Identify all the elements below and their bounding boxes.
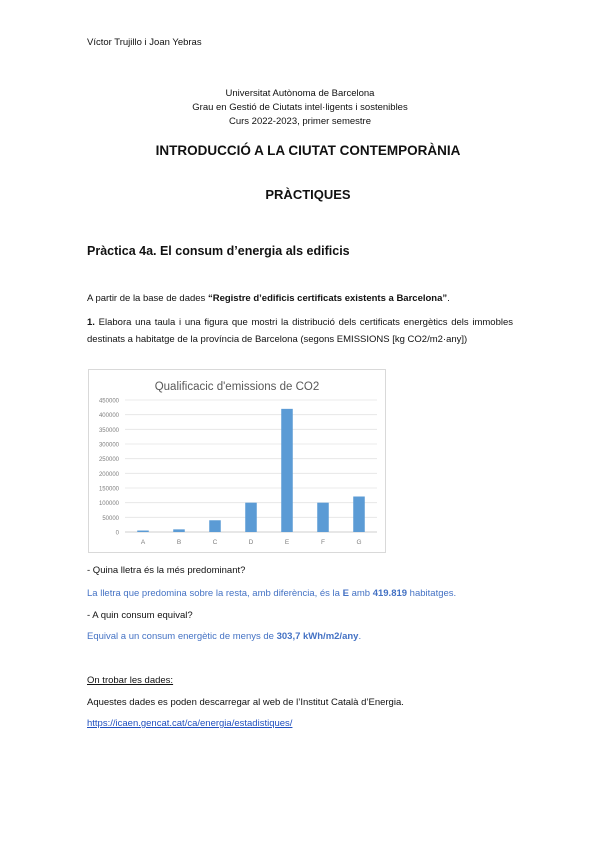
question-1-number: 1. bbox=[87, 317, 95, 328]
question-2: - Quina lletra és la més predominant? bbox=[87, 565, 246, 576]
y-tick-label: 100000 bbox=[98, 501, 119, 508]
answer-3-pre: Equival a un consum energètic de menys de bbox=[87, 631, 277, 642]
bar-g bbox=[353, 497, 365, 532]
y-tick-label: 0 bbox=[115, 530, 119, 537]
x-tick-label: F bbox=[321, 539, 325, 546]
question-1-text: Elabora una taula i una figura que mostri la distribució dels certificats energètics dels immobles destinats a habitatge de la província de Barcelona (segons EMISSIONS [kg CO2/m2·any]) bbox=[87, 317, 513, 345]
y-tick-label: 450000 bbox=[98, 398, 119, 405]
bar-e bbox=[281, 409, 293, 532]
y-tick-label: 200000 bbox=[98, 471, 119, 478]
answer-2-post: habitatges. bbox=[407, 588, 457, 599]
y-tick-label: 250000 bbox=[98, 457, 119, 464]
practice-title: PRÀCTIQUES bbox=[265, 187, 351, 202]
y-tick-label: 150000 bbox=[98, 486, 119, 493]
bar-a bbox=[137, 531, 149, 532]
answer-2-value: 419.819 bbox=[372, 588, 408, 599]
chart-title: Qualificacic d'emissions de CO2 bbox=[154, 381, 320, 393]
x-tick-label: D bbox=[248, 539, 254, 546]
data-section-text: Aquestes dades es poden descarregar al web de l’Institut Català d’Energia. bbox=[87, 697, 404, 708]
university: Universitat Autònoma de Barcelona bbox=[225, 88, 375, 99]
practice-subtitle: Pràctica 4a. El consum d’energia als edificis bbox=[87, 244, 350, 258]
answer-2-mid: amb bbox=[348, 588, 373, 599]
x-tick-label: A bbox=[140, 539, 146, 546]
answer-3-post: . bbox=[358, 631, 362, 642]
bar-c bbox=[209, 520, 221, 532]
data-section-heading: On trobar les dades: bbox=[87, 675, 174, 686]
answer-3 bbox=[87, 631, 361, 642]
intro-paragraph bbox=[87, 293, 450, 304]
intro-suffix: . bbox=[447, 293, 450, 304]
emissions-chart bbox=[88, 369, 386, 553]
authors: Víctor Trujillo i Joan Yebras bbox=[87, 37, 202, 48]
x-tick-label: B bbox=[176, 539, 182, 546]
x-tick-label: G bbox=[356, 539, 362, 546]
bar-d bbox=[245, 503, 257, 532]
degree: Grau en Gestió de Ciutats intel·ligents i sostenibles bbox=[192, 102, 408, 113]
answer-3-value: 303,7 kWh/m2/any bbox=[276, 631, 359, 642]
emissions-chart-svg bbox=[89, 370, 385, 552]
intro-prefix: A partir de la base de dades bbox=[87, 293, 208, 304]
y-tick-label: 400000 bbox=[98, 413, 119, 420]
bar-f bbox=[317, 503, 329, 532]
y-tick-label: 350000 bbox=[98, 427, 119, 434]
course-title: INTRODUCCIÓ A LA CIUTAT CONTEMPORÀNIA bbox=[155, 143, 461, 158]
x-tick-label: E bbox=[284, 539, 290, 546]
bar-b bbox=[173, 529, 185, 532]
y-tick-label: 50000 bbox=[102, 515, 119, 522]
question-3: - A quin consum equival? bbox=[87, 610, 193, 621]
icaen-statistics-link[interactable]: https://icaen.gencat.cat/ca/energia/estadistiques/ bbox=[87, 718, 293, 729]
answer-2-pre: La lletra que predomina sobre la resta, amb diferència, és la bbox=[87, 588, 343, 599]
answer-2 bbox=[87, 588, 456, 599]
answer-2-letter: E bbox=[342, 588, 349, 599]
course-year: Curs 2022-2023, primer semestre bbox=[228, 116, 372, 127]
x-tick-label: C bbox=[212, 539, 218, 546]
question-1 bbox=[87, 314, 513, 348]
database-name: “Registre d’edificis certificats existents a Barcelona” bbox=[207, 293, 448, 304]
y-tick-label: 300000 bbox=[98, 442, 119, 449]
